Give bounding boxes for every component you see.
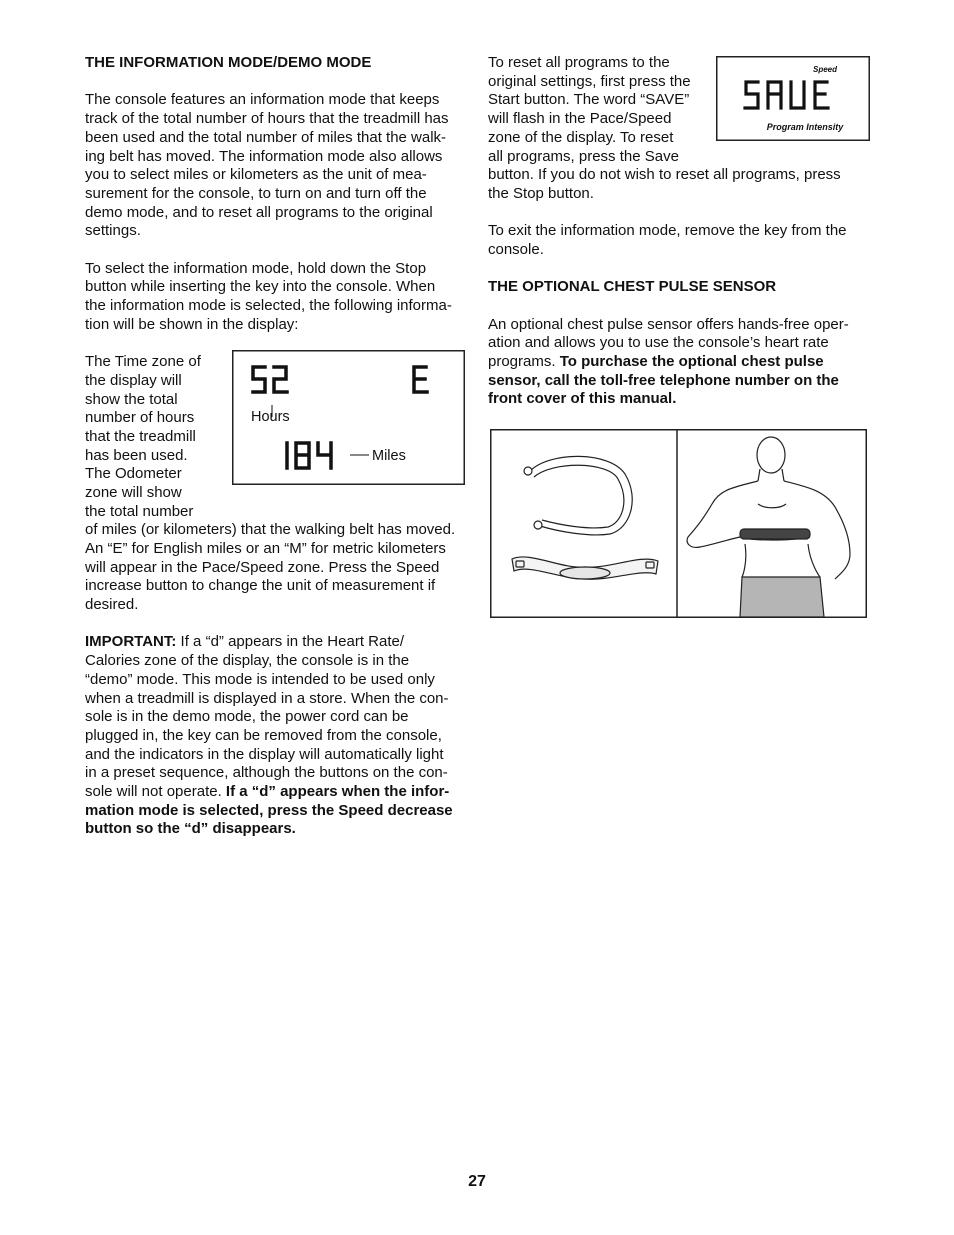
page-number: 27 bbox=[468, 1173, 486, 1190]
speed-label: Speed bbox=[812, 65, 838, 74]
text-line: To exit the information mode, remove the key from the bbox=[488, 222, 847, 240]
text-line: track of the total number of hours that the treadmill has bbox=[85, 110, 449, 128]
text-line: ation and allows you to use the console’s heart rate bbox=[488, 334, 829, 352]
text-line: Calories zone of the display, the console is in the bbox=[85, 652, 410, 670]
text-line: desired. bbox=[85, 596, 139, 614]
select-mode-paragraph bbox=[85, 260, 467, 335]
text-line: settings. bbox=[85, 222, 141, 240]
text-line: show the total bbox=[85, 390, 178, 408]
text-line: Start button. The word “SAVE” bbox=[488, 91, 690, 109]
bold-text: mation mode is selected, press the Speed decrease bbox=[85, 801, 453, 819]
text-line: button while inserting the key into the console. When bbox=[85, 278, 436, 296]
text-line: the total number bbox=[85, 502, 194, 520]
text-line: when a treadmill is displayed in a store. When the con- bbox=[85, 689, 449, 707]
chest-pulse-sensor-illustration bbox=[490, 429, 867, 619]
hours-label: Hours bbox=[251, 409, 290, 426]
important-label: IMPORTANT: bbox=[85, 633, 177, 651]
text-line: programs. bbox=[488, 352, 560, 370]
text-line: tion will be shown in the display: bbox=[85, 315, 299, 333]
text-line: will flash in the Pace/Speed bbox=[488, 110, 672, 128]
text-line: will appear in the Pace/Speed zone. Press the Speed bbox=[85, 558, 440, 576]
hours-miles-display bbox=[232, 350, 465, 485]
time-zone-block bbox=[85, 353, 467, 521]
text-line: ing belt has moved. The information mode also allows bbox=[85, 147, 443, 165]
text-line: The Time zone of bbox=[85, 353, 201, 371]
text-line: you to select miles or kilometers as the unit of mea- bbox=[85, 166, 427, 184]
text-line: surement for the console, to turn on and turn off the bbox=[85, 184, 427, 202]
reset-block bbox=[488, 54, 868, 166]
text-line: number of hours bbox=[85, 409, 195, 427]
text-line: To select the information mode, hold down the Stop bbox=[85, 259, 427, 277]
bold-text: front cover of this manual. bbox=[488, 390, 677, 408]
reset-wide-text bbox=[488, 166, 868, 203]
bold-text: If a “d” appears when the infor- bbox=[225, 783, 450, 801]
bold-text: button so the “d” disappears. bbox=[85, 820, 296, 838]
miles-label: Miles bbox=[372, 448, 406, 465]
text-line: original settings, first press the bbox=[488, 72, 691, 90]
text-line: the information mode is selected, the following informa- bbox=[85, 297, 452, 315]
important-paragraph bbox=[85, 633, 467, 839]
text-line: button. If you do not wish to reset all programs, press bbox=[488, 166, 841, 183]
text-line: To reset all programs to the bbox=[488, 54, 670, 71]
text-line: and the indicators in the display will automatically light bbox=[85, 745, 444, 763]
program-intensity-label: Program Intensity bbox=[766, 122, 844, 132]
text-line: the display will bbox=[85, 371, 182, 389]
chest-sensor-heading: THE OPTIONAL CHEST PULSE SENSOR bbox=[488, 278, 777, 296]
left-column bbox=[85, 54, 467, 839]
text-line: the Stop button. bbox=[488, 184, 594, 202]
text-line: An “E” for English miles or an “M” for metric kilometers bbox=[85, 539, 446, 557]
bold-text: To purchase the optional chest pulse bbox=[559, 352, 824, 370]
chest-sensor-paragraph bbox=[488, 316, 868, 410]
text-line: of miles (or kilometers) that the walking belt has moved. bbox=[85, 521, 456, 539]
bold-text: sensor, call the toll-free telephone number on the bbox=[488, 371, 839, 389]
time-zone-narrow-text bbox=[85, 353, 225, 521]
text-line: An optional chest pulse sensor offers hands-free oper- bbox=[488, 315, 849, 333]
text-line: increase button to change the unit of measurement if bbox=[85, 577, 436, 595]
text-line: demo mode, and to reset all programs to the original bbox=[85, 203, 433, 221]
odometer-paragraph bbox=[85, 521, 467, 615]
text-line: The console features an information mode that keeps bbox=[85, 91, 440, 109]
text-line: If a “d” appears in the Heart Rate/ bbox=[176, 633, 405, 651]
info-mode-heading: THE INFORMATION MODE/DEMO MODE bbox=[85, 54, 372, 71]
text-line: been used and the total number of miles that the walk- bbox=[85, 128, 447, 146]
text-line: plugged in, the key can be removed from the console, bbox=[85, 726, 442, 744]
exit-paragraph bbox=[488, 222, 868, 259]
text-line: zone will show bbox=[85, 484, 182, 502]
reset-narrow-text bbox=[488, 54, 708, 166]
text-line: zone of the display. To reset bbox=[488, 128, 674, 146]
text-line: that the treadmill bbox=[85, 428, 196, 446]
text-line: sole will not operate. bbox=[85, 783, 226, 801]
text-line: all programs, press the Save bbox=[488, 147, 679, 165]
save-display bbox=[716, 56, 870, 141]
text-line: in a preset sequence, although the buttons on the con- bbox=[85, 764, 448, 782]
text-line: has been used. bbox=[85, 446, 188, 464]
info-mode-paragraph bbox=[85, 91, 467, 241]
text-line: console. bbox=[488, 240, 544, 258]
right-column bbox=[488, 54, 868, 409]
text-line: sole is in the demo mode, the power cord can be bbox=[85, 708, 409, 726]
text-line: The Odometer bbox=[85, 465, 182, 483]
text-line: “demo” mode. This mode is intended to be used only bbox=[85, 670, 435, 688]
